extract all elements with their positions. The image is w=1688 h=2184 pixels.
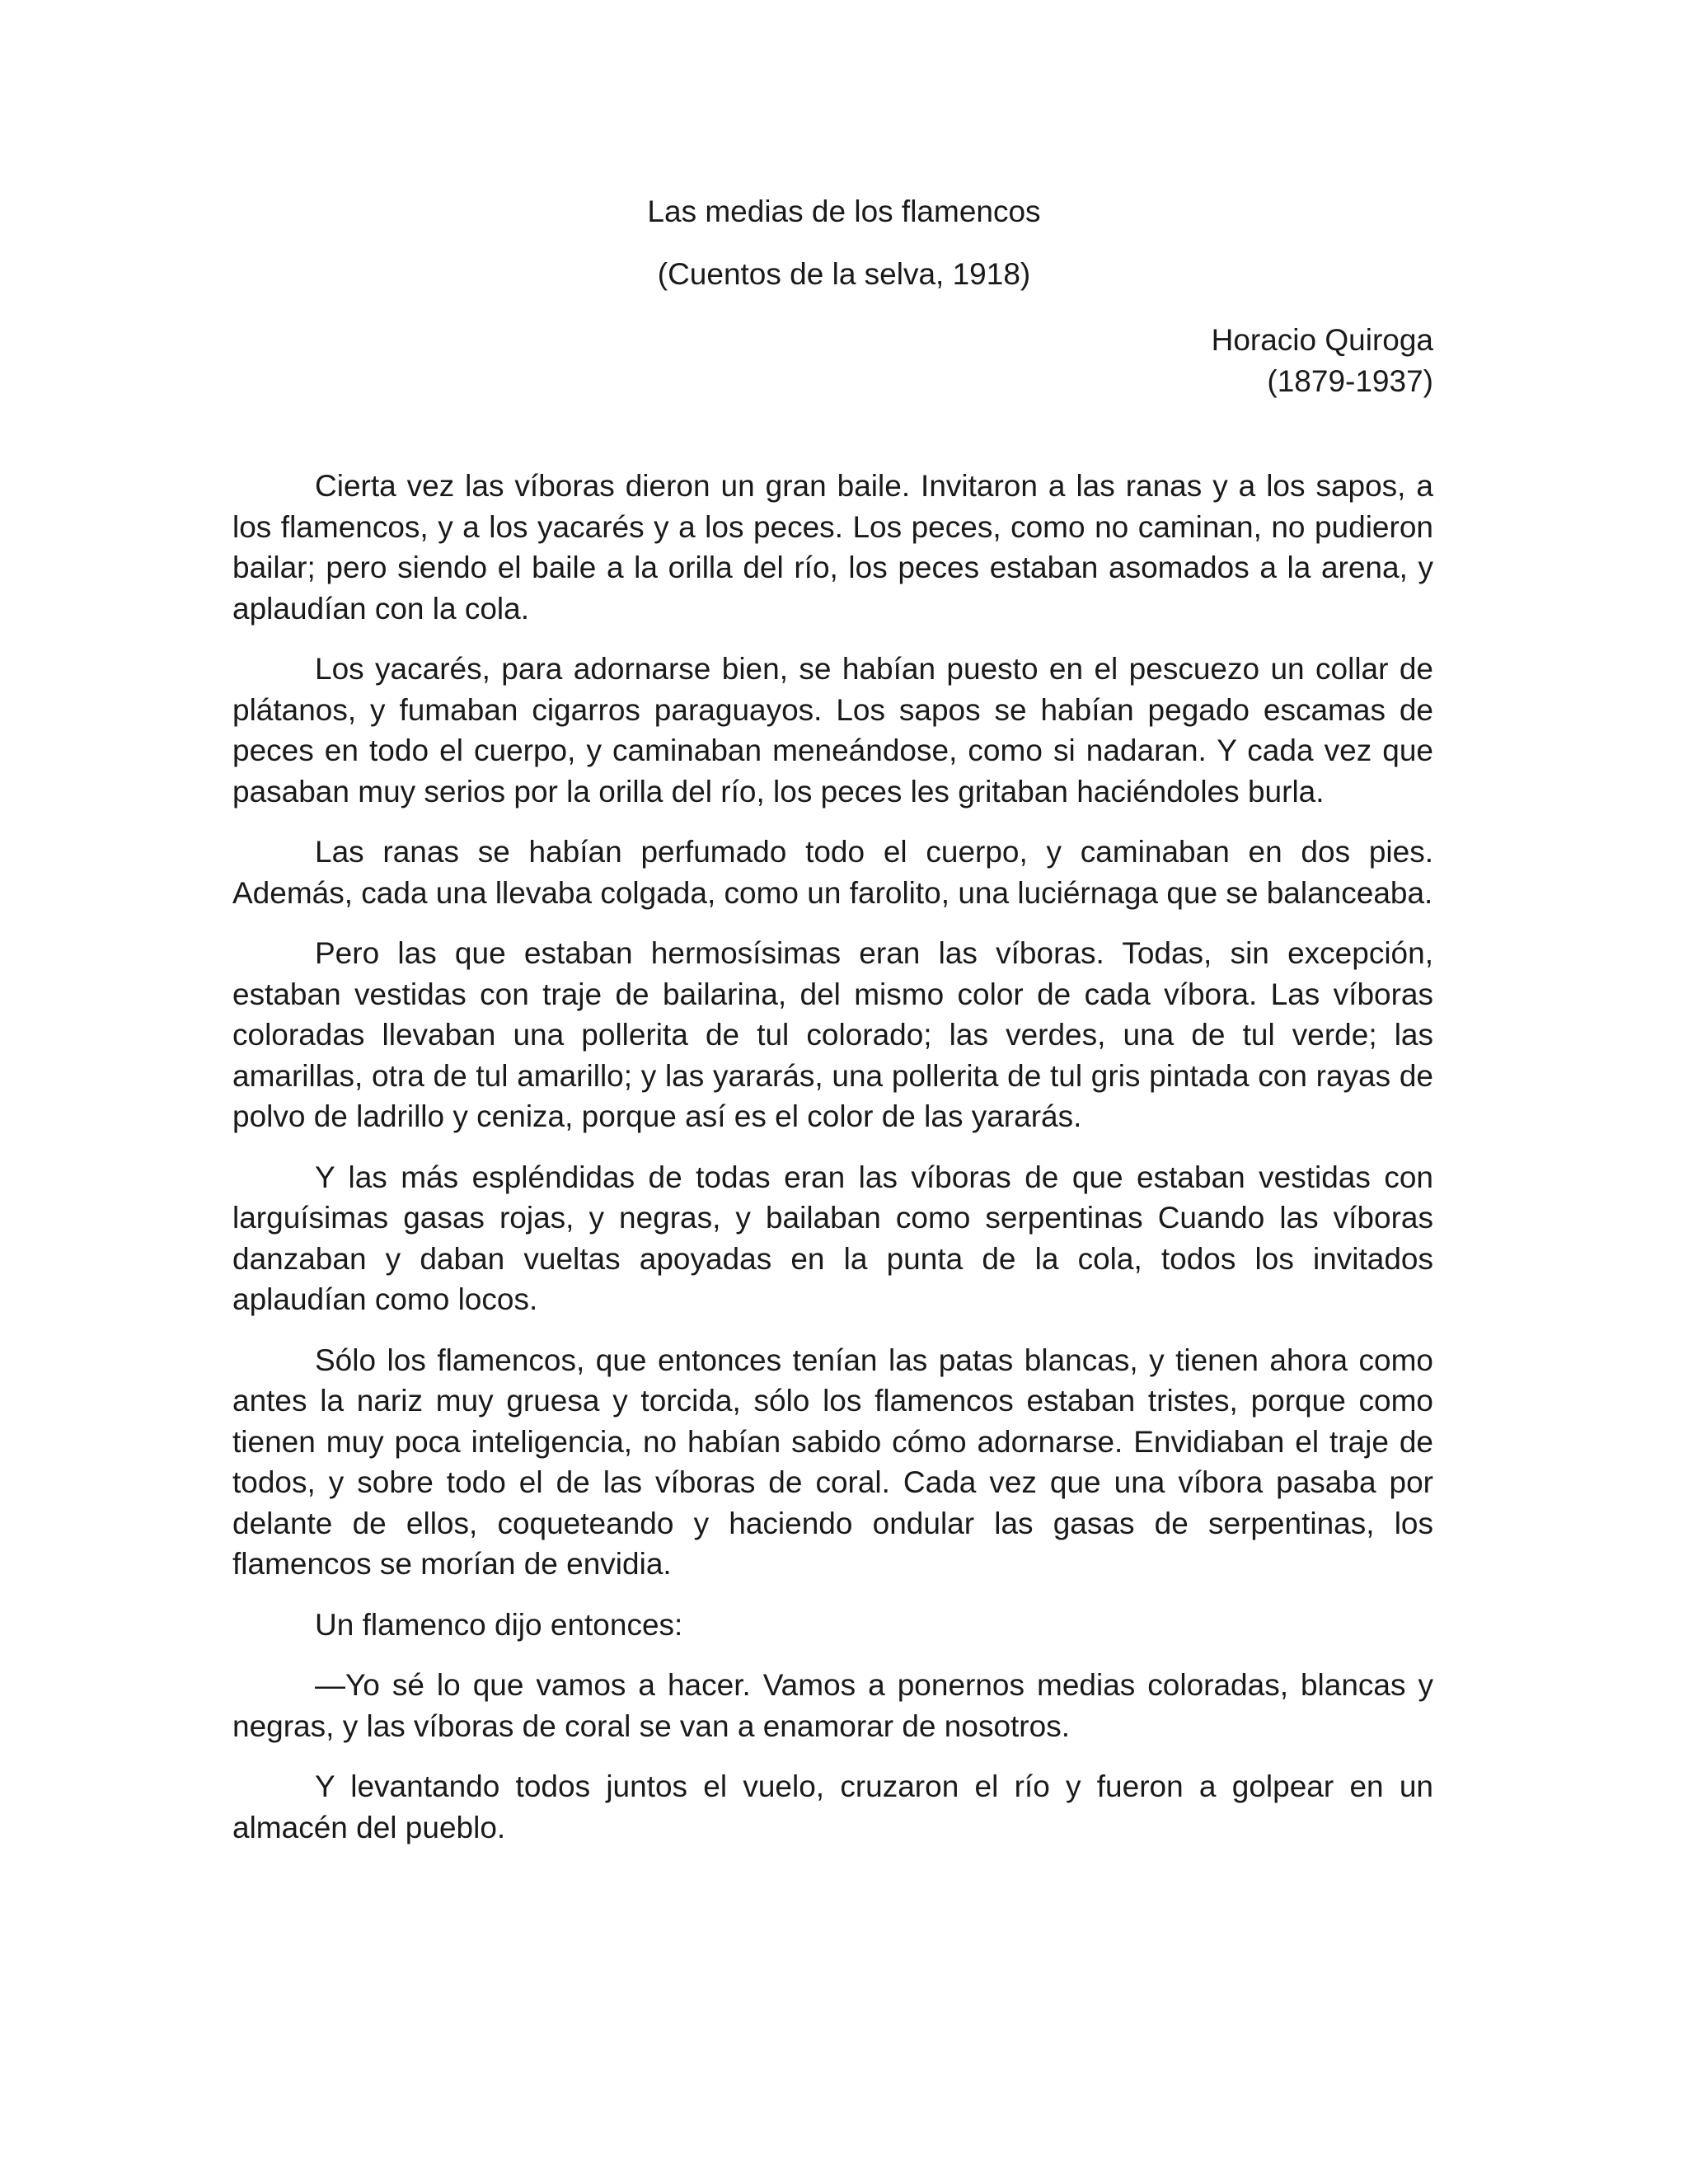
paragraph: Un flamenco dijo entonces: [315, 1607, 683, 1642]
document-subtitle: (Cuentos de la selva, 1918) [657, 257, 1031, 291]
paragraph: Y las más espléndidas de todas eran las víboras de que estaban vestidas con larguísimas gasas rojas, y negras, y bailaban como serpentinas Cuando las víboras danzaban y daban vueltas apoyadas en la punta de la cola, todos los invitados aplaudían como locos. [232, 1160, 1433, 1316]
paragraph: Pero las que estaban hermosísimas eran las víboras. Todas, sin excepción, estaban vestidas con traje de bailarina, del mismo color de cada víbora. Las víboras coloradas llevaban una pollerita de tul colorado; las verdes, una de tul verde; las amarillas, otra de tul amarillo; y las yararás, una pollerita de tul gris pintada con rayas de polvo de ladrillo y ceniza, porque así es el color de las yararás. [232, 936, 1433, 1133]
author-name: Horacio Quiroga [1211, 323, 1433, 357]
paragraph: —Yo sé lo que vamos a hacer. Vamos a ponernos medias coloradas, blancas y negras, y las víboras de coral se van a enamorar de nosotros. [232, 1668, 1433, 1743]
author-years: (1879-1937) [1267, 364, 1433, 398]
paragraph: Y levantando todos juntos el vuelo, cruzaron el río y fueron a golpear en un almacén del pueblo. [232, 1769, 1433, 1844]
story-body [232, 466, 1433, 1868]
paragraph: Sólo los flamencos, que entonces tenían las patas blancas, y tienen ahora como antes la nariz muy gruesa y torcida, sólo los flamencos estaban tristes, porque como tienen muy poca inteligencia, no habían sabido cómo adornarse. Envidiaban el traje de todos, y sobre todo el de las víboras de coral. Cada vez que una víbora pasaba por delante de ellos, coqueteando y haciendo ondular las gasas de serpentinas, los flamencos se morían de envidia. [232, 1343, 1433, 1581]
paragraph: Cierta vez las víboras dieron un gran baile. Invitaron a las ranas y a los sapos, a los flamencos, y a los yacarés y a los peces. Los peces, como no caminan, no pudieron bailar; pero siendo el baile a la orilla del río, los peces estaban asomados a la arena, y aplaudían con la cola. [232, 469, 1433, 626]
document-title: Las medias de los flamencos [647, 194, 1041, 228]
paragraph: Los yacarés, para adornarse bien, se habían puesto en el pescuezo un collar de plátanos, y fumaban cigarros paraguayos. Los sapos se habían pegado escamas de peces en todo el cuerpo, y caminaban meneándose, como si nadaran. Y cada vez que pasaban muy serios por la orilla del río, los peces les gritaban haciéndoles burla. [232, 652, 1433, 808]
author-block [1212, 320, 1433, 402]
paragraph: Las ranas se habían perfumado todo el cuerpo, y caminaban en dos pies. Además, cada una llevaba colgada, como un farolito, una luciérnaga que se balanceaba. [232, 835, 1433, 910]
